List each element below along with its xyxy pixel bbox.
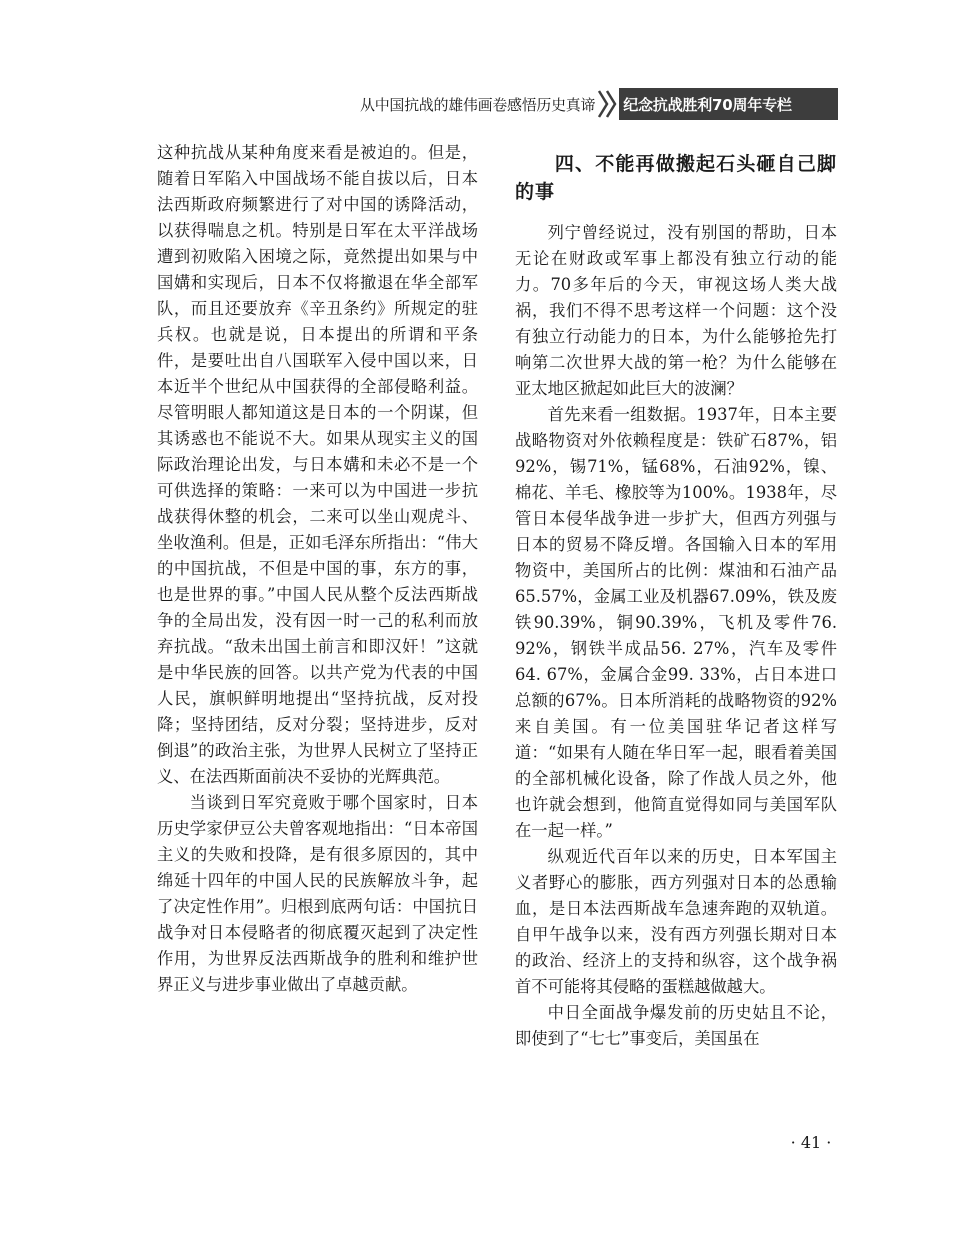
running-header (352, 88, 838, 120)
column-tag: 纪念抗战胜利70周年专栏 (619, 88, 838, 120)
body-paragraph: 列宁曾经说过，没有别国的帮助，日本无论在财政或军事上都没有独立行动的能力。70多年后的今天，审视这场人类大战祸，我们不得不思考这样一个问题：这个没有独立行动能力的日本，为什么能够抢先打响第二次世界大战的第一枪？为什么能够在亚太地区掀起如此巨大的波澜？ (515, 223, 837, 398)
body-paragraph: 当谈到日军究竟败于哪个国家时，日本历史学家伊豆公夫曾客观地指出：“日本帝国主义的失败和投降，是有很多原因的，其中绵延十四年的中国人民的民族解放斗争，起了决定性作用”。归根到底两句话：中国抗日战争对日本侵略者的彻底覆灭起到了决定性作用，为世界反法西斯战争的胜利和维护世界正义与进步事业做出了卓越贡献。 (157, 793, 478, 994)
double-chevron-icon (597, 88, 619, 120)
body-paragraph: 中日全面战争爆发前的历史姑且不论，即使到了“七七”事变后，美国虽在 (515, 1003, 837, 1048)
article-title: 从中国抗战的雄伟画卷感悟历史真谛 (360, 95, 596, 114)
page-number: · 41 · (790, 1133, 832, 1152)
section-heading: 四、不能再做搬起石头砸自己脚的事 (515, 153, 837, 203)
body-paragraph: 首先来看一组数据。1937年，日本主要战略物资对外依赖程度是：铁矿石87%，铝92%，锡71%，锰68%，石油92%，镍、棉花、羊毛、橡胶等为100%。1938年，尽管日本侵华战争进一步扩大，但西方列强与日本的贸易不降反增。各国输入日本的军用物资中，美国所占的比例：煤油和石油产品65.57%，金属工业及机器67.09%，铁及废铁90.39%，铜90.39%，飞机及零件76. 92%，钢铁半成品56. 27%，汽车及零件64. 67%，金属合金99. 33%，占日本进口总额的67%。日本所消耗的战略物资的92%来自美国。有一位美国驻华记者这样写道：“如果有人随在华日军一起，眼看着美国的全部机械化设备，除了作战人员之外，他也许就会想到，他简直觉得如同与美国军队在一起一样。” (515, 405, 837, 840)
right-column (515, 140, 837, 1052)
body-paragraph: 这种抗战从某种角度来看是被迫的。但是，随着日军陷入中国战场不能自拔以后，日本法西斯政府频繁进行了对中国的诱降活动，以获得喘息之机。特别是日军在太平洋战场遭到初败陷入困境之际，竟然提出如果与中国媾和实现后，日本不仅将撤退在华全部军队，而且还要放弃《辛丑条约》所规定的驻兵权。也就是说，日本提出的所谓和平条件，是要吐出自八国联军入侵中国以来，日本近半个世纪从中国获得的全部侵略利益。尽管明眼人都知道这是日本的一个阴谋，但其诱惑也不能说不大。如果从现实主义的国际政治理论出发，与日本媾和未必不是一个可供选择的策略：一来可以为中国进一步抗战获得休整的机会，二来可以坐山观虎斗、坐收渔利。但是，正如毛泽东所指出：“伟大的中国抗战，不但是中国的事，东方的事，也是世界的事。”中国人民从整个反法西斯战争的全局出发，没有因一时一己的私利而放弃抗战。“敌未出国土前言和即汉奸！”这就是中华民族的回答。以共产党为代表的中国人民，旗帜鲜明地提出“坚持抗战，反对投降；坚持团结，反对分裂；坚持进步，反对倒退”的政治主张，为世界人民树立了坚持正义、在法西斯面前决不妥协的光辉典范。 (157, 143, 478, 786)
body-paragraph: 纵观近代百年以来的历史，日本军国主义者野心的膨胀，西方列强对日本的怂恿输血，是日本法西斯战车急速奔跑的双轨道。自甲午战争以来，没有西方列强长期对日本的政治、经济上的支持和纵容，这个战争祸首不可能将其侵略的蛋糕越做越大。 (515, 847, 837, 996)
left-column (157, 140, 478, 998)
